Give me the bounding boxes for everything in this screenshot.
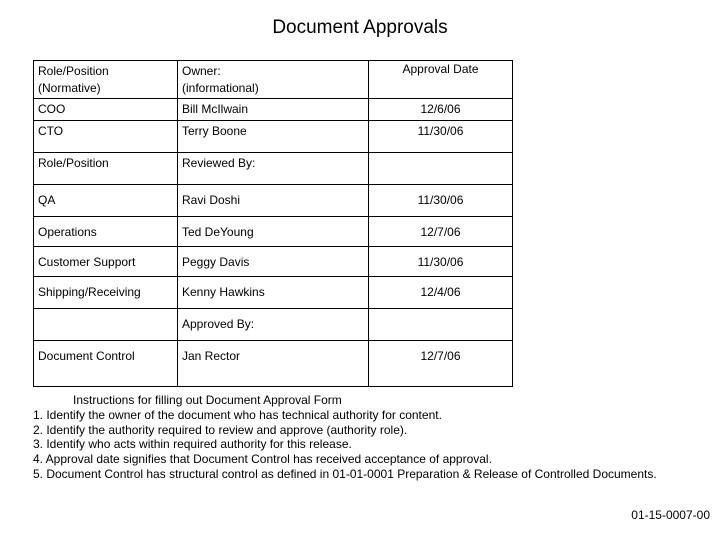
instructions-heading: Instructions for filling out Document Approval Form — [73, 393, 342, 407]
document-id: 01-15-0007-00 — [631, 508, 710, 522]
table-row — [34, 121, 513, 153]
name-cell: Ravi Doshi — [178, 185, 369, 217]
table-row — [34, 247, 513, 277]
empty-cell — [34, 309, 178, 341]
role-cell: Customer Support — [34, 247, 178, 277]
role-header — [34, 61, 178, 99]
name-cell: Jan Rector — [178, 341, 369, 387]
approvals-table — [33, 60, 513, 387]
approved-header-row — [34, 309, 513, 341]
approved-by-header: Approved By: — [178, 309, 369, 341]
page-title: Document Approvals — [272, 17, 448, 38]
role-cell: Shipping/Receiving — [34, 277, 178, 309]
instruction-item: 3. Identify who acts within required authority for this release. — [33, 437, 352, 452]
date-cell: 12/7/06 — [369, 217, 513, 247]
owner-header — [178, 61, 369, 99]
table-row — [34, 99, 513, 121]
owner-header-line1: Owner: — [182, 64, 221, 78]
role-cell: CTO — [34, 121, 178, 153]
table-header-row — [34, 61, 513, 99]
name-cell: Terry Boone — [178, 121, 369, 153]
table-row — [34, 217, 513, 247]
reviewed-role-header: Role/Position — [34, 153, 178, 185]
name-cell: Ted DeYoung — [178, 217, 369, 247]
table-row — [34, 277, 513, 309]
date-cell: 11/30/06 — [369, 185, 513, 217]
date-cell: 11/30/06 — [369, 247, 513, 277]
date-cell: 11/30/06 — [369, 121, 513, 153]
reviewed-by-header: Reviewed By: — [178, 153, 369, 185]
role-cell: QA — [34, 185, 178, 217]
table-row — [34, 185, 513, 217]
name-cell: Peggy Davis — [178, 247, 369, 277]
name-cell: Bill McIlwain — [178, 99, 369, 121]
reviewed-header-row — [34, 153, 513, 185]
date-cell: 12/6/06 — [369, 99, 513, 121]
date-cell: 12/4/06 — [369, 277, 513, 309]
role-cell: Operations — [34, 217, 178, 247]
instruction-item: 2. Identify the authority required to review and approve (authority role). — [33, 422, 408, 437]
instruction-item: 5. Document Control has structural control as defined in 01-01-0001 Preparation & Release of Controlled Documents. — [33, 466, 657, 481]
role-cell: Document Control — [34, 341, 178, 387]
role-header-line2: (Normative) — [38, 81, 101, 95]
empty-cell — [369, 153, 513, 185]
role-header-line1: Role/Position — [38, 64, 109, 78]
role-cell: COO — [34, 99, 178, 121]
name-cell: Kenny Hawkins — [178, 277, 369, 309]
instruction-item: 1. Identify the owner of the document who has technical authority for content. — [33, 407, 442, 422]
owner-header-line2: (informational) — [182, 81, 259, 95]
instruction-item: 4. Approval date signifies that Document Control has received acceptance of approval. — [33, 452, 492, 467]
empty-cell — [369, 309, 513, 341]
date-cell: 12/7/06 — [369, 341, 513, 387]
table-row — [34, 341, 513, 387]
approval-date-header: Approval Date — [369, 61, 513, 99]
instructions-block — [33, 393, 713, 482]
